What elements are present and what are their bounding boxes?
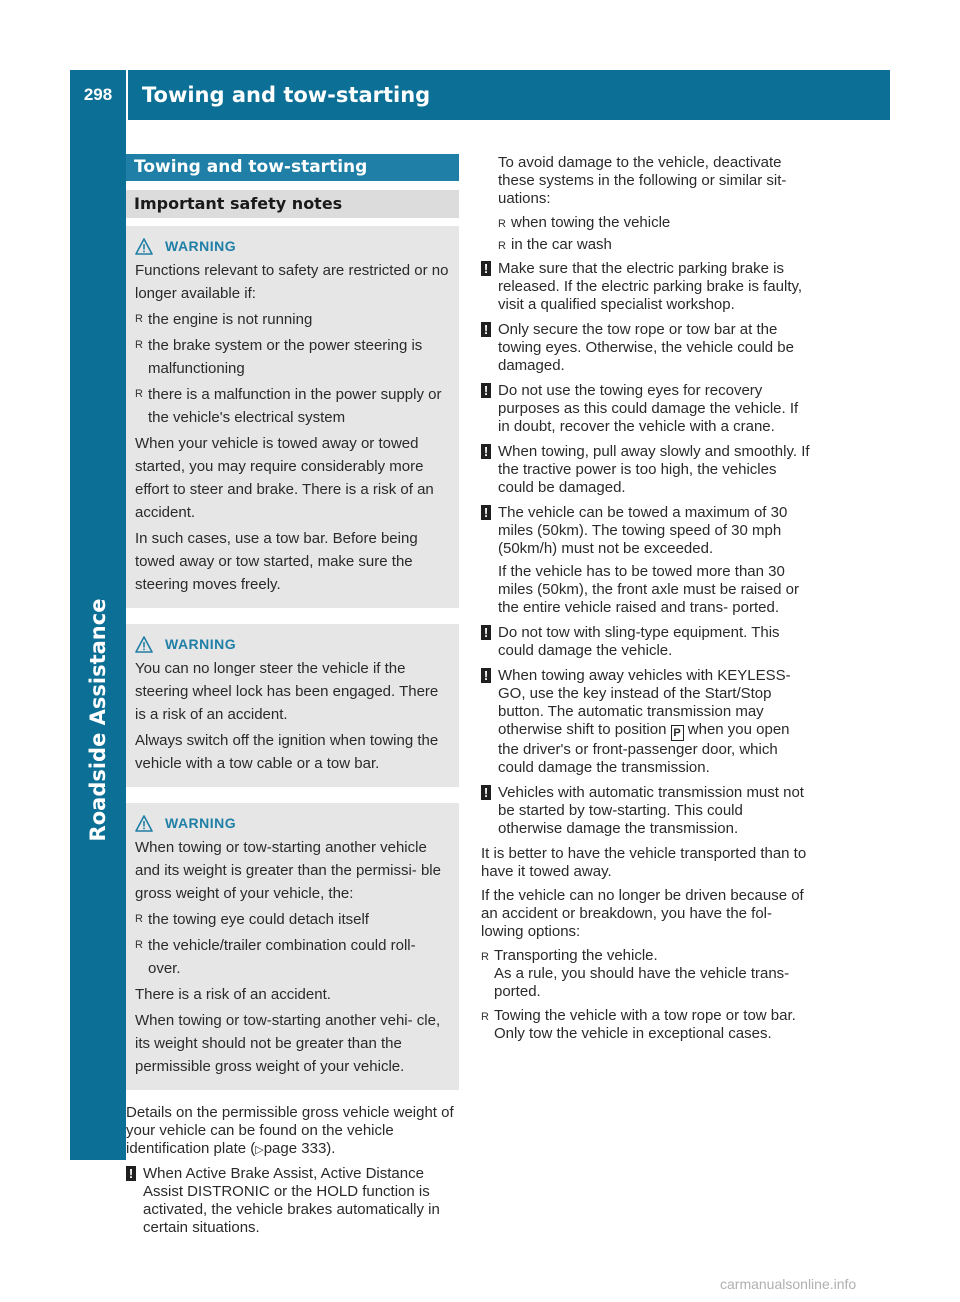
note-text: Do not tow with sling-type equipment. This could damage the vehicle. (498, 624, 780, 659)
details-text: Details on the permissible gross vehicle weight of your vehicle can be found on the vehicle identification plate ( (126, 1104, 454, 1157)
page-ref-arrow-icon: ▷ (255, 1144, 264, 1156)
list-item (481, 947, 811, 1001)
bullet-icon: R (135, 913, 143, 925)
list-item-text: when towing the vehicle (511, 214, 671, 231)
list-item (498, 214, 811, 232)
exclamation-icon: ! (481, 383, 491, 398)
warning-text: Functions relevant to safety are restricted or no longer available if: (135, 262, 449, 302)
list-item-text: in the car wash (511, 236, 612, 253)
left-body (126, 1104, 459, 1237)
warning-text: There is a risk of an accident. (135, 986, 331, 1003)
list-item (135, 334, 450, 380)
list-item-text: the towing eye could detach itself (148, 911, 369, 928)
warning-text: When towing or tow-starting another vehicle and its weight is greater than the permissi- ble gross weight of your vehicle, the: (135, 839, 441, 902)
warning-bullets (135, 908, 450, 980)
warning-text: In such cases, use a tow bar. Before being towed away or tow started, make sure the steering moves freely. (135, 530, 418, 593)
exclamation-icon: ! (481, 261, 491, 276)
list-item (135, 934, 450, 980)
warning-box-2 (126, 624, 459, 787)
options-paragraph: If the vehicle can no longer be driven because of an accident or breakdown, you have the fol- lowing options: (481, 887, 804, 940)
options-list (481, 947, 811, 1043)
section-heading: Towing and tow-starting (126, 154, 459, 181)
note-text: The vehicle can be towed a maximum of 30 miles (50km). The towing speed of 30 mph (50km/h) must not be exceeded. (498, 504, 788, 557)
list-item-text: Transporting the vehicle. (494, 947, 658, 964)
watermark: carmanualsonline.info (720, 1276, 857, 1292)
list-item-subtext: As a rule, you should have the vehicle trans- ported. (494, 965, 790, 1000)
warning-box-3 (126, 803, 459, 1090)
list-item (135, 383, 450, 429)
caution-note (481, 667, 811, 777)
note-text-part: When towing away vehicles with KEYLESS- GO, use the key instead of the Start/Stop button. The automatic transmission may otherwise shift to position (498, 667, 791, 738)
left-column (126, 154, 459, 1244)
list-item-subtext: Only tow the vehicle in exceptional cases. (494, 1025, 772, 1042)
warning-header (135, 235, 450, 258)
warning-label: WARNING (165, 636, 237, 652)
caution-note (481, 504, 811, 617)
park-position-icon: P (671, 725, 684, 741)
list-item-text: Towing the vehicle with a tow rope or tow bar. (494, 1007, 796, 1024)
intro-text: To avoid damage to the vehicle, deactivate these systems in the following or similar sit- uations: (498, 154, 787, 207)
caution-note (481, 382, 811, 436)
details-paragraph (126, 1104, 459, 1159)
page-header (70, 70, 890, 120)
caution-note (481, 443, 811, 497)
list-item-text: the vehicle/trailer combination could roll- over. (148, 937, 416, 977)
exclamation-icon: ! (481, 625, 491, 640)
list-item-text: there is a malfunction in the power supply or the vehicle's electrical system (148, 386, 442, 426)
bullet-icon: R (135, 388, 143, 400)
warning-triangle-icon (135, 815, 153, 832)
note-text: When Active Brake Assist, Active Distance Assist DISTRONIC or the HOLD function is activated, the vehicle brakes automatically in certain situations. (143, 1165, 440, 1236)
warning-text: When towing or tow-starting another vehi- cle, its weight should not be greater than the permissible gross weight of your vehicle. (135, 1012, 441, 1075)
list-item-text: the brake system or the power steering is malfunctioning (148, 337, 423, 377)
caution-note (481, 260, 811, 314)
list-item (135, 308, 450, 331)
page-title: Towing and tow-starting (142, 83, 431, 107)
list-item (481, 1007, 811, 1043)
bullet-icon: R (498, 240, 506, 252)
warning-header (135, 633, 450, 656)
exclamation-icon: ! (481, 505, 491, 520)
right-column (481, 154, 811, 1049)
bullet-icon: R (481, 951, 489, 963)
warning-triangle-icon (135, 238, 153, 255)
warning-text: Always switch off the ignition when towing the vehicle with a tow cable or a tow bar. (135, 732, 439, 772)
chapter-label: Roadside Assistance (86, 598, 110, 842)
note-text: Make sure that the electric parking brake is released. If the electric parking brake is faulty, visit a qualified specialist workshop. (498, 260, 803, 313)
page-number: 298 (83, 85, 113, 104)
note-text-part: when you open the driver's or front-passenger door, which could damage the transmission. (498, 721, 790, 776)
warning-label: WARNING (165, 238, 237, 254)
warning-label: WARNING (165, 815, 237, 831)
bullet-icon: R (135, 939, 143, 951)
exclamation-icon: ! (126, 1166, 136, 1181)
exclamation-icon: ! (481, 668, 491, 683)
note-text: When towing, pull away slowly and smoothly. If the tractive power is too high, the vehicles could be damaged. (498, 443, 810, 496)
warning-triangle-icon (135, 636, 153, 653)
bullet-icon: R (481, 1011, 489, 1023)
intro-block (481, 154, 811, 254)
warning-text: You can no longer steer the vehicle if the steering wheel lock has been engaged. There is a risk of an accident. (135, 660, 439, 723)
subsection-heading: Important safety notes (126, 190, 459, 218)
warning-box-1 (126, 226, 459, 608)
list-item (135, 908, 450, 931)
list-item-text: the engine is not running (148, 311, 313, 328)
warning-text: When your vehicle is towed away or towed started, you may require considerably more effort to steer and brake. There is a risk of an accident. (135, 435, 434, 521)
note-text: Vehicles with automatic transmission must not be started by tow-starting. This could otherwise damage the transmission. (498, 784, 804, 837)
note-text: Do not use the towing eyes for recovery purposes as this could damage the vehicle. If in doubt, recover the vehicle with a crane. (498, 382, 799, 435)
bullet-icon: R (498, 218, 506, 230)
bullet-icon: R (135, 313, 143, 325)
caution-note (126, 1165, 459, 1237)
transport-paragraph: It is better to have the vehicle transported than to have it towed away. (481, 845, 807, 880)
exclamation-icon: ! (481, 444, 491, 459)
exclamation-icon: ! (481, 785, 491, 800)
note-text: Only secure the tow rope or tow bar at the towing eyes. Otherwise, the vehicle could be damaged. (498, 321, 794, 374)
warning-header (135, 812, 450, 835)
intro-bullets (498, 214, 811, 254)
caution-note (481, 624, 811, 660)
caution-note (481, 321, 811, 375)
exclamation-icon: ! (481, 322, 491, 337)
page-reference-link[interactable]: page 333). (263, 1140, 336, 1157)
caution-note (481, 784, 811, 838)
note-text (498, 667, 811, 777)
bullet-icon: R (135, 339, 143, 351)
list-item (498, 236, 811, 254)
note-subtext: If the vehicle has to be towed more than 30 miles (50km), the front axle must be raised or the entire vehicle raised and trans- ported. (498, 563, 799, 616)
warning-bullets (135, 308, 450, 429)
